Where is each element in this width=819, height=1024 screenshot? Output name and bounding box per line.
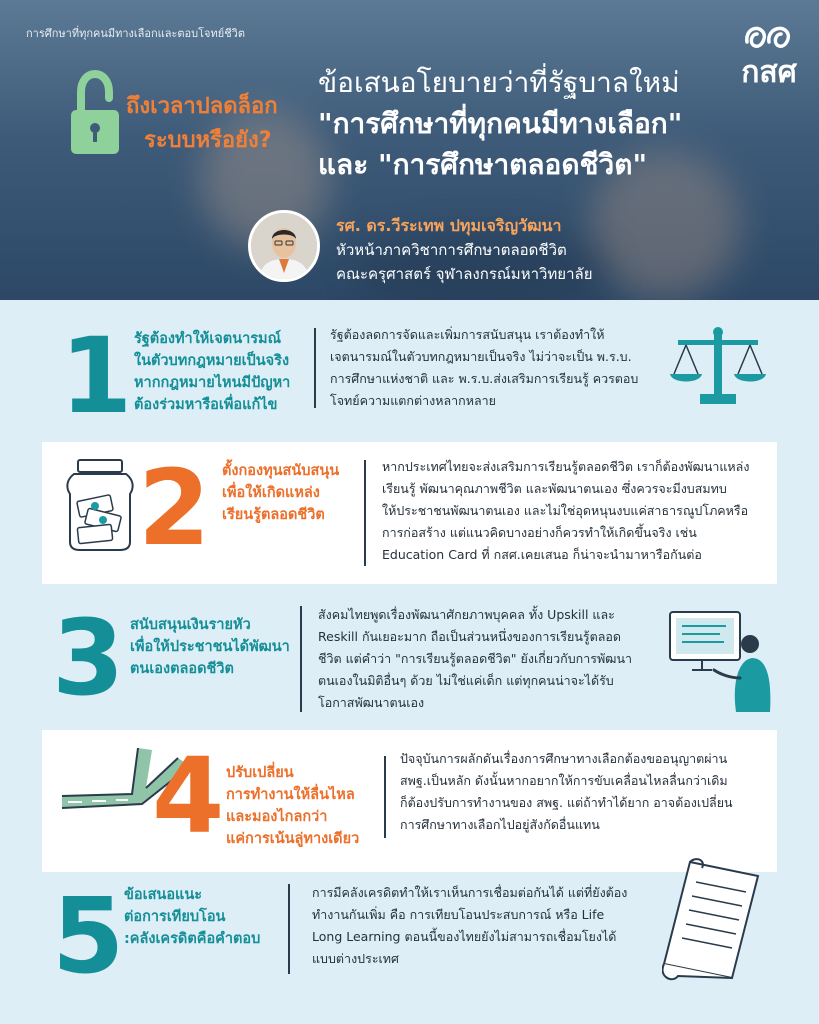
item-body-line: รัฐต้องลดการจัดและเพิ่มการสนับสนุน เราต้องทำให้ xyxy=(330,327,605,342)
item-body-line: การก่อสร้าง แต่แนวคิดบางอย่างก็ควรทำให้เกิดขึ้นจริง เช่น xyxy=(382,525,697,540)
item-title xyxy=(124,884,260,950)
item-body-line: หากประเทศไทยจะส่งเสริมการเรียนรู้ตลอดชีวิต เราก็ต้องพัฒนาแหล่ง xyxy=(382,459,750,474)
author-name: รศ. ดร.วีระเทพ ปทุมเจริญวัฒนา xyxy=(336,216,562,235)
item-number: 4 xyxy=(152,735,225,857)
item-title-line: ต่อการเทียบโอน xyxy=(124,909,226,925)
author-avatar xyxy=(248,210,320,282)
item-body-line: สพฐ.เป็นหลัก ดังนั้นหากอยากให้การขับเคลื่อนไหลลื่นกว่าเดิม xyxy=(400,773,728,788)
item-title-line: รัฐต้องทำให้เจตนารมณ์ xyxy=(134,331,282,347)
item-number: 3 xyxy=(52,597,125,719)
item-body xyxy=(330,324,660,412)
divider xyxy=(384,756,386,838)
main-title xyxy=(318,62,682,185)
divider xyxy=(288,884,290,974)
item-body-line: ปัจจุบันการผลักดันเรื่องการศึกษาทางเลือกต้องขออนุญาตผ่าน xyxy=(400,751,728,766)
computer-learner-icon xyxy=(666,604,776,712)
item-body-line: เจตนารมณ์ในตัวบทกฎหมายเป็นจริง ไม่ว่าจะเป็น พ.ร.บ. xyxy=(330,349,632,364)
proposal-card-1 xyxy=(42,315,777,437)
item-body-line: การมีคลังเครดิตทำให้เราเห็นการเชื่อมต่อกันได้ แต่ที่ยังต้อง xyxy=(312,885,628,900)
divider xyxy=(314,328,316,408)
item-title-line: เพื่อให้เกิดแหล่ง xyxy=(222,485,320,501)
item-body-line: Long Learning ตอนนี้ของไทยยังไม่สามารถเชื่อมโยงได้ xyxy=(312,929,617,944)
item-title-line: ข้อเสนอแนะ xyxy=(124,887,203,903)
item-number: 2 xyxy=(138,447,211,569)
item-body-line: เรียนรู้ พัฒนาคุณภาพชีวิต และพัฒนาตนเอง ซึ่งควรจะมีงบสมทบ xyxy=(382,481,727,496)
item-body-line: ทำงานกันเพิ่ม คือ การเทียบโอนประสบการณ์ หรือ Life xyxy=(312,907,605,922)
tagline: การศึกษาที่ทุกคนมีทางเลือกและตอบโจทย์ชีวิต xyxy=(26,27,245,40)
proposal-card-2 xyxy=(42,442,777,584)
header-banner xyxy=(0,0,819,300)
logo-text: กสศ xyxy=(741,55,797,90)
title-line-2: "การศึกษาที่ทุกคนมีทางเลือก" xyxy=(318,107,683,140)
item-title-line: ต้องร่วมหารือเพื่อแก้ไข xyxy=(134,397,278,413)
item-title-line: ตนเองตลอดชีวิต xyxy=(130,661,234,677)
item-body-line: ชีวิต แต่คำว่า "การเรียนรู้ตลอดชีวิต" ยังเกี่ยวกับการพัฒนา xyxy=(318,651,633,666)
item-number: 1 xyxy=(60,315,133,437)
item-title xyxy=(130,614,290,680)
item-number: 5 xyxy=(52,875,125,997)
document-scroll-icon xyxy=(662,858,772,988)
item-title-line: การทำงานให้ลื่นไหล xyxy=(226,787,355,803)
item-body-line: การศึกษาแห่งชาติ และ พ.ร.บ.ส่งเสริมการเรียนรู้ ควรตอบ xyxy=(330,371,639,386)
item-body xyxy=(318,604,658,714)
item-title-line: ในตัวบทกฎหมายเป็นจริง xyxy=(134,353,290,369)
author-org: คณะครุศาสตร์ จุฬาลงกรณ์มหาวิทยาลัย xyxy=(336,265,593,283)
divider xyxy=(300,606,302,712)
question-line-1: ถึงเวลาปลดล็อก xyxy=(126,94,278,119)
item-body xyxy=(400,748,768,836)
item-body xyxy=(382,456,767,566)
title-line-3: และ "การศึกษาตลอดชีวิต" xyxy=(318,148,648,181)
item-title xyxy=(226,762,359,850)
title-line-1: ข้อเสนอโยบายว่าที่รัฐบาลใหม่ xyxy=(318,66,680,99)
item-body xyxy=(312,882,648,970)
item-body-line: Reskill กันเยอะมาก ถือเป็นส่วนหนึ่งของการเรียนรู้ตลอด xyxy=(318,629,622,644)
item-title xyxy=(134,328,290,416)
author-portrait xyxy=(251,213,317,279)
item-body-line: แบบต่างประเทศ xyxy=(312,951,399,966)
item-title-line: สนับสนุนเงินรายหัว xyxy=(130,617,251,633)
item-title-line: แค่การเน้นลู่ทางเดียว xyxy=(226,831,360,847)
item-body-line: โอกาสพัฒนาตนเอง xyxy=(318,695,425,710)
logo-icon xyxy=(743,20,795,52)
item-title-line: หากกฎหมายไหนมีปัญหา xyxy=(134,375,291,391)
scales-icon xyxy=(668,324,768,410)
item-title xyxy=(222,460,339,526)
item-body-line: ให้ประชาชนพัฒนาตนเอง และไม่ใช่อุดหนุนงบแค่สาธารณูปโภคหรือ xyxy=(382,503,749,518)
item-title-line: และมองไกลกว่า xyxy=(226,809,328,825)
item-body-line: Education Card ที่ กสศ.เคยเสนอ ก็น่าจะนำมาหารือกันต่อ xyxy=(382,547,702,562)
money-jar-icon xyxy=(64,458,136,552)
item-title-line: :คลังเครดิตคือคำตอบ xyxy=(124,931,261,947)
item-body-line: ก็ต้องปรับการทำงานของ สพฐ. แต่ถ้าทำได้ยาก อาจต้องเปลี่ยน xyxy=(400,795,733,810)
author-role: หัวหน้าภาควิชาการศึกษาตลอดชีวิต xyxy=(336,241,567,259)
proposal-card-4 xyxy=(42,730,777,872)
proposal-card-3 xyxy=(42,597,777,719)
unlock-icon xyxy=(68,70,122,158)
item-body-line: โจทย์ความแตกต่างหลากหลาย xyxy=(330,393,496,408)
item-body-line: ตนเองในมิติอื่นๆ ด้วย ไม่ใช่แค่เด็ก แต่ทุกคนน่าจะได้รับ xyxy=(318,673,614,688)
item-title-line: ปรับเปลี่ยน xyxy=(226,765,294,781)
item-title-line: ตั้งกองทุนสนับสนุน xyxy=(222,463,340,479)
unlock-question xyxy=(126,90,278,158)
item-body-line: สังคมไทยพูดเรื่องพัฒนาศักยภาพบุคคล ทั้ง Upskill และ xyxy=(318,607,615,622)
author-info xyxy=(336,214,593,286)
proposal-card-5 xyxy=(42,876,777,996)
logo xyxy=(736,20,802,88)
item-title-line: เพื่อให้ประชาชนได้พัฒนา xyxy=(130,639,290,655)
item-title-line: เรียนรู้ตลอดชีวิต xyxy=(222,507,325,523)
item-body-line: การศึกษาทางเลือกไปอยู่สังกัดอื่นแทน xyxy=(400,817,600,832)
question-line-2: ระบบหรือยัง? xyxy=(144,128,272,153)
divider xyxy=(364,460,366,566)
